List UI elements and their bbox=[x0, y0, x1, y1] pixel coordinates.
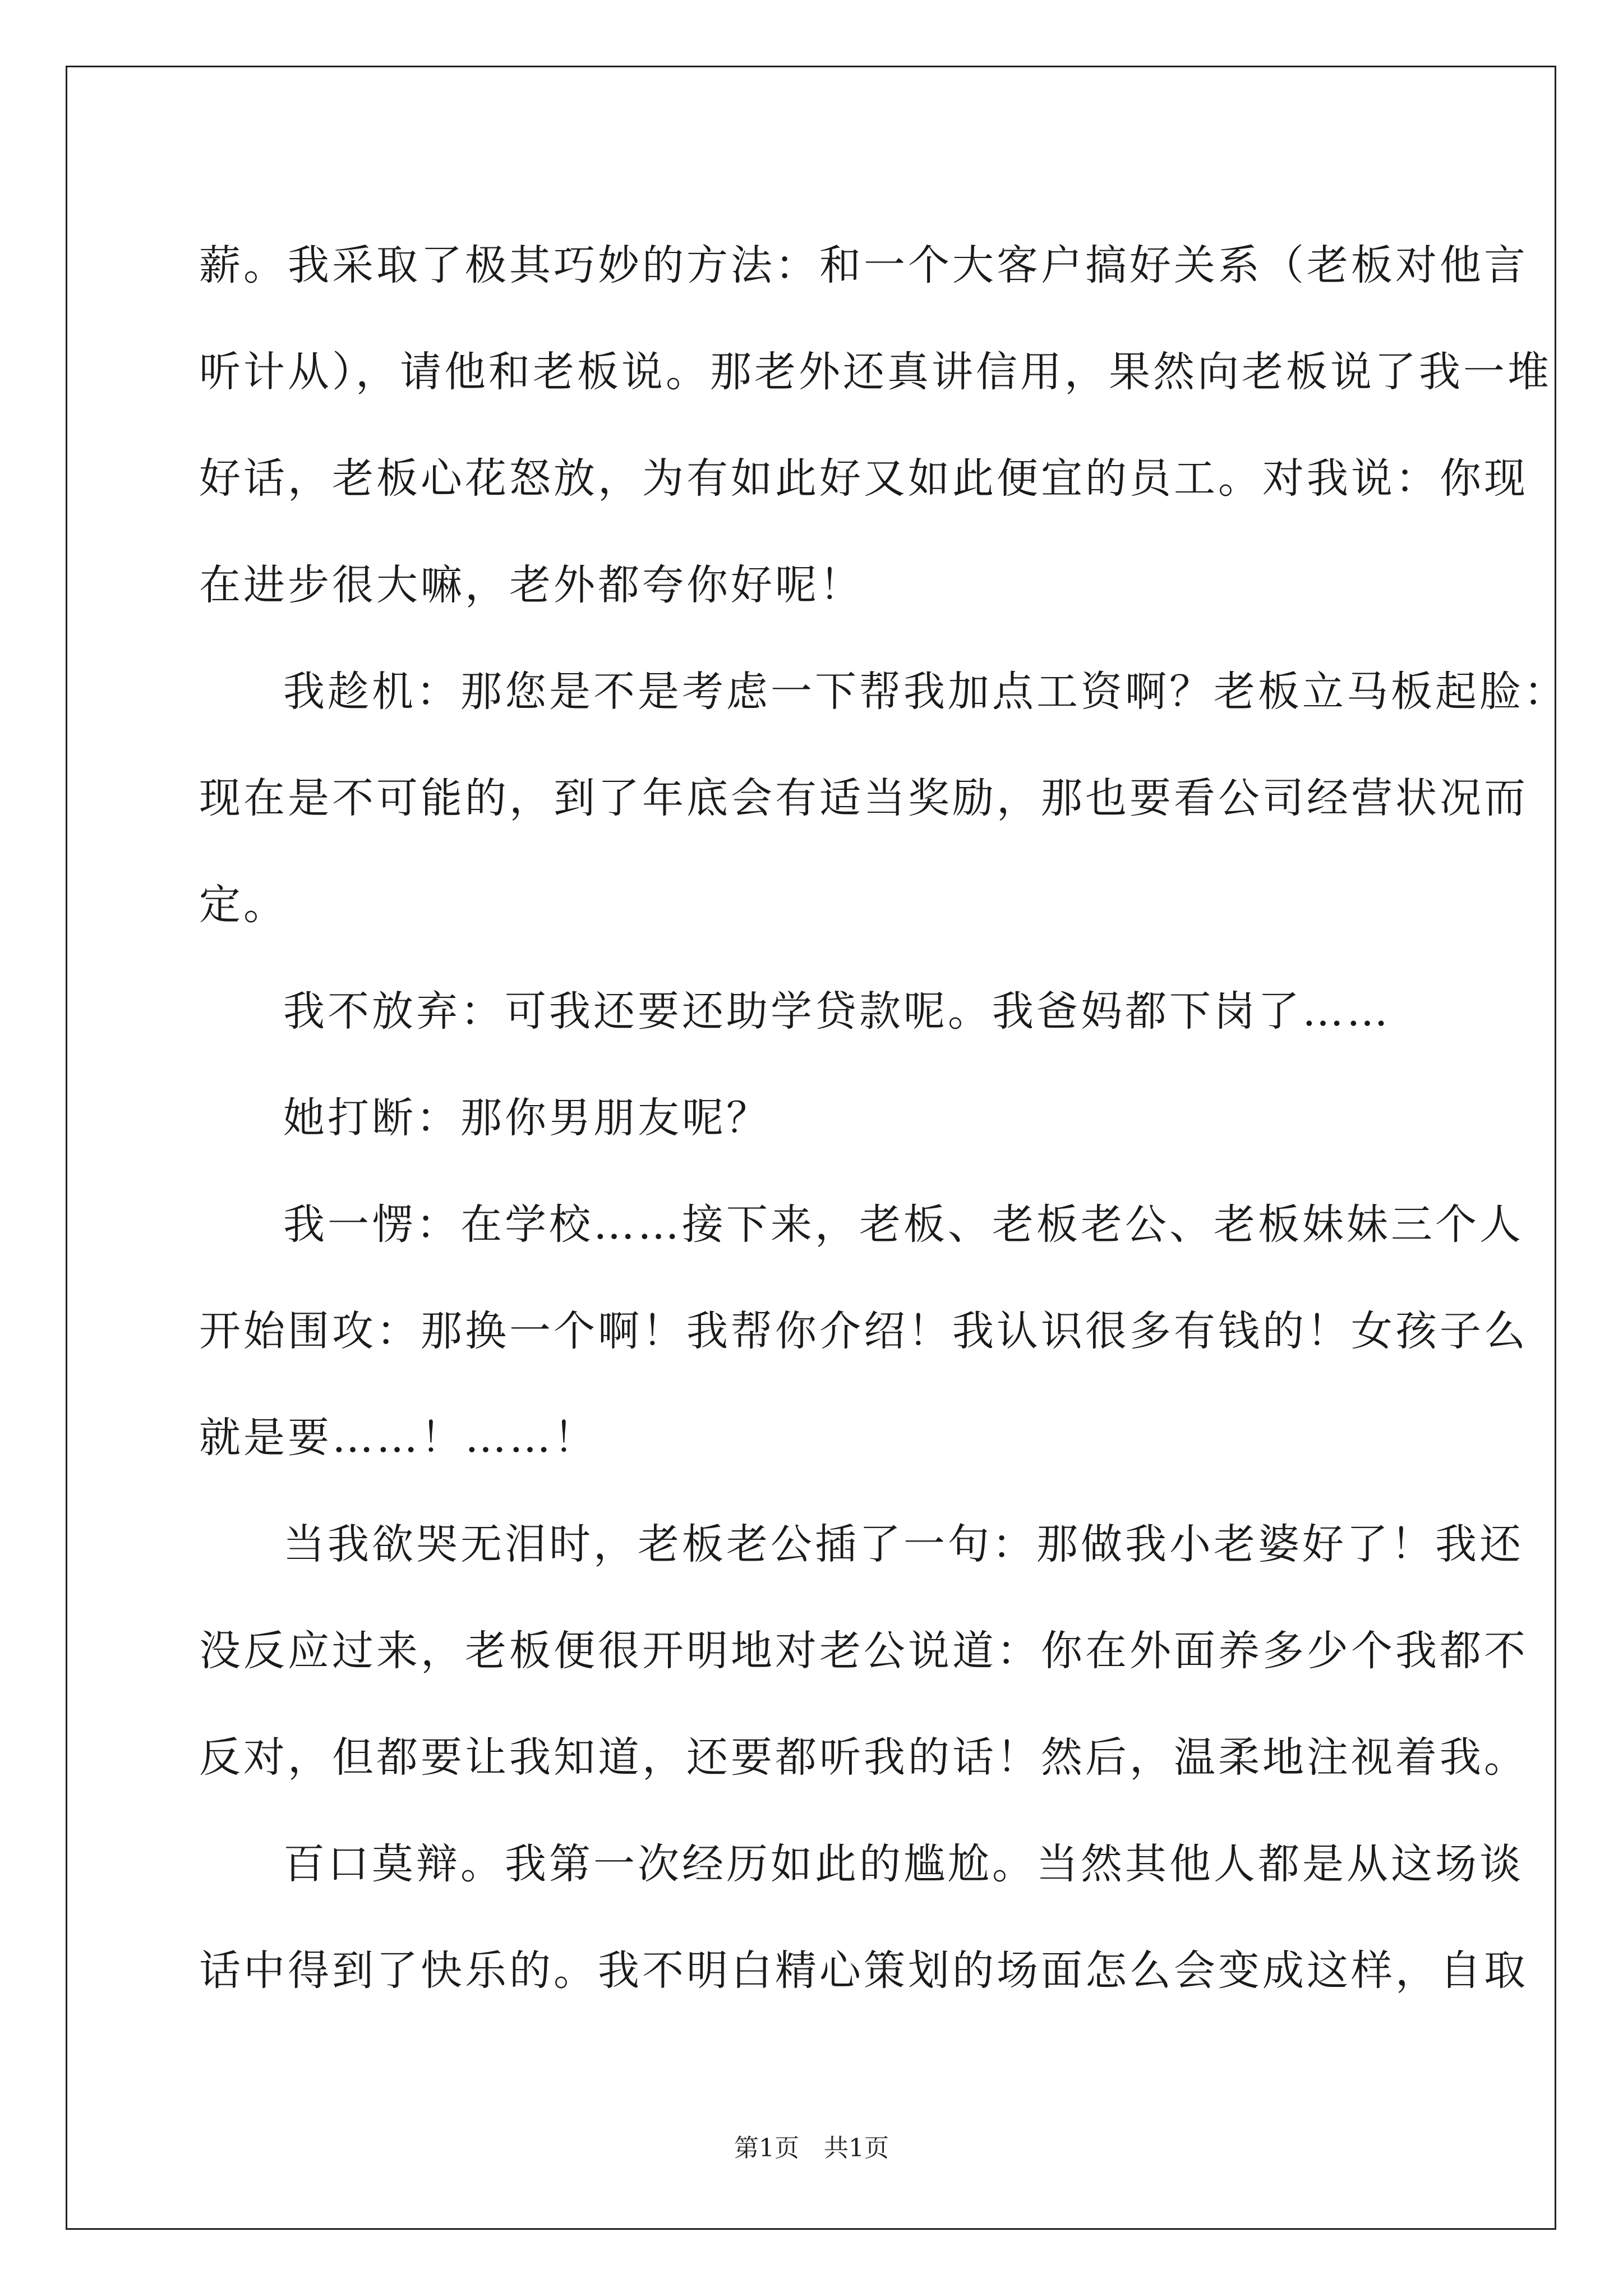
text-line: 话中得到了快乐的。我不明白精心策划的场面怎么会变成这样，自取 bbox=[199, 1947, 1528, 1995]
text-line: 好话，老板心花怒放，为有如此好又如此便宜的员工。对我说：你现 bbox=[199, 454, 1528, 503]
text-line: 现在是不可能的，到了年底会有适当奖励，那也要看公司经营状况而 bbox=[199, 774, 1528, 822]
paragraph-start-line: 我不放弃：可我还要还助学贷款呢。我爸妈都下岗了…… bbox=[283, 987, 1391, 1036]
text-line: 开始围攻：那换一个啊！我帮你介绍！我认识很多有钱的！女孩子么 bbox=[199, 1307, 1528, 1355]
text-line: 没反应过来，老板便很开明地对老公说道：你在外面养多少个我都不 bbox=[199, 1627, 1528, 1675]
paragraph-start-line: 百口莫辩。我第一次经历如此的尴尬。当然其他人都是从这场谈 bbox=[283, 1840, 1524, 1888]
paragraph-start-line: 我趁机：那您是不是考虑一下帮我加点工资啊？老板立马板起脸： bbox=[283, 668, 1568, 716]
text-line: 就是要……！……！ bbox=[199, 1414, 598, 1462]
paragraph-start-line: 我一愣：在学校……接下来，老板、老板老公、老板妹妹三个人 bbox=[283, 1200, 1524, 1249]
page-footer: 第1页 共1页 bbox=[734, 2134, 889, 2162]
text-line: 薪。我采取了极其巧妙的方法：和一个大客户搞好关系（老板对他言 bbox=[199, 241, 1528, 289]
text-line: 在进步很大嘛，老外都夸你好呢！ bbox=[199, 561, 864, 609]
text-line: 反对，但都要让我知道，还要都听我的话！然后，温柔地注视着我。 bbox=[199, 1733, 1528, 1782]
text-line: 听计从），请他和老板说。那老外还真讲信用，果然向老板说了我一堆 bbox=[199, 348, 1552, 396]
paragraph-start-line: 当我欲哭无泪时，老板老公插了一句：那做我小老婆好了！我还 bbox=[283, 1520, 1524, 1568]
paragraph-start-line: 她打断：那你男朋友呢？ bbox=[283, 1094, 771, 1142]
text-line: 定。 bbox=[199, 881, 288, 929]
document-body bbox=[199, 212, 1568, 2024]
